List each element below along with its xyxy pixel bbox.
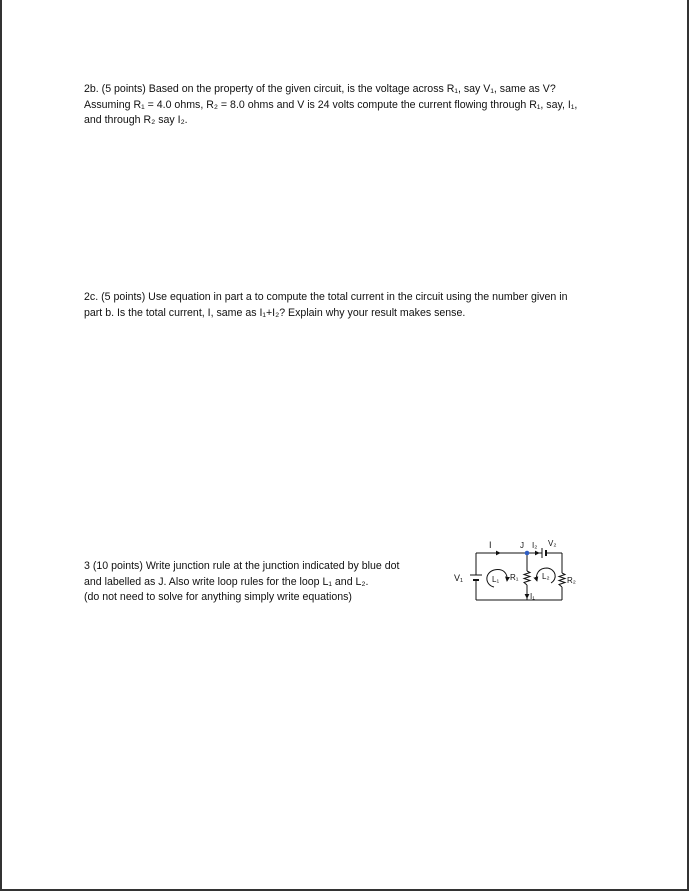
loop-l2-label: L₂ — [542, 572, 550, 581]
battery-v1-symbol — [470, 575, 482, 580]
question-2b-line-2: Assuming R₁ = 4.0 ohms, R₂ = 8.0 ohms and V is 24 volts compute the current flowing through R₁, say, I₁, — [84, 98, 578, 111]
circuit-diagram — [448, 535, 578, 610]
loop-l1-label: L₁ — [492, 575, 500, 584]
junction-dot — [525, 551, 530, 556]
battery-v2-label: V₂ — [548, 539, 557, 548]
resistor-r2-label: R₂ — [567, 576, 576, 585]
resistor-r1-label: R₁ — [510, 573, 519, 582]
question-3-line-3: (do not need to solve for anything simply write equations) — [84, 591, 352, 603]
battery-v1-label: V₁ — [454, 573, 464, 583]
current-i2-label: I₂ — [532, 541, 538, 550]
question-2c-line-1: 2c. (5 points) Use equation in part a to compute the total current in the circuit using the number given in — [84, 291, 568, 303]
resistor-r2-symbol — [559, 573, 565, 587]
battery-v2-symbol — [542, 548, 546, 558]
question-3-line-1: 3 (10 points) Write junction rule at the junction indicated by blue dot — [84, 560, 400, 572]
question-3-line-2: and labelled as J. Also write loop rules for the loop L₁ and L₂. — [84, 575, 369, 588]
resistor-r1-symbol — [524, 571, 530, 585]
question-2c-line-2: part b. Is the total current, I, same as I₁+I₂? Explain why your result makes sense. — [84, 306, 466, 319]
question-3 — [84, 559, 399, 606]
current-i1-label: I₁ — [530, 592, 535, 601]
current-i-label: I — [489, 540, 492, 550]
junction-j-label: J — [520, 541, 524, 550]
question-2c — [84, 290, 567, 321]
question-2b-line-3: and through R₂ say I₂. — [84, 114, 188, 126]
question-2b-line-1: 2b. (5 points) Based on the property of the given circuit, is the voltage across R₁, say V₁, same as V? — [84, 83, 556, 95]
question-2b — [84, 82, 577, 129]
